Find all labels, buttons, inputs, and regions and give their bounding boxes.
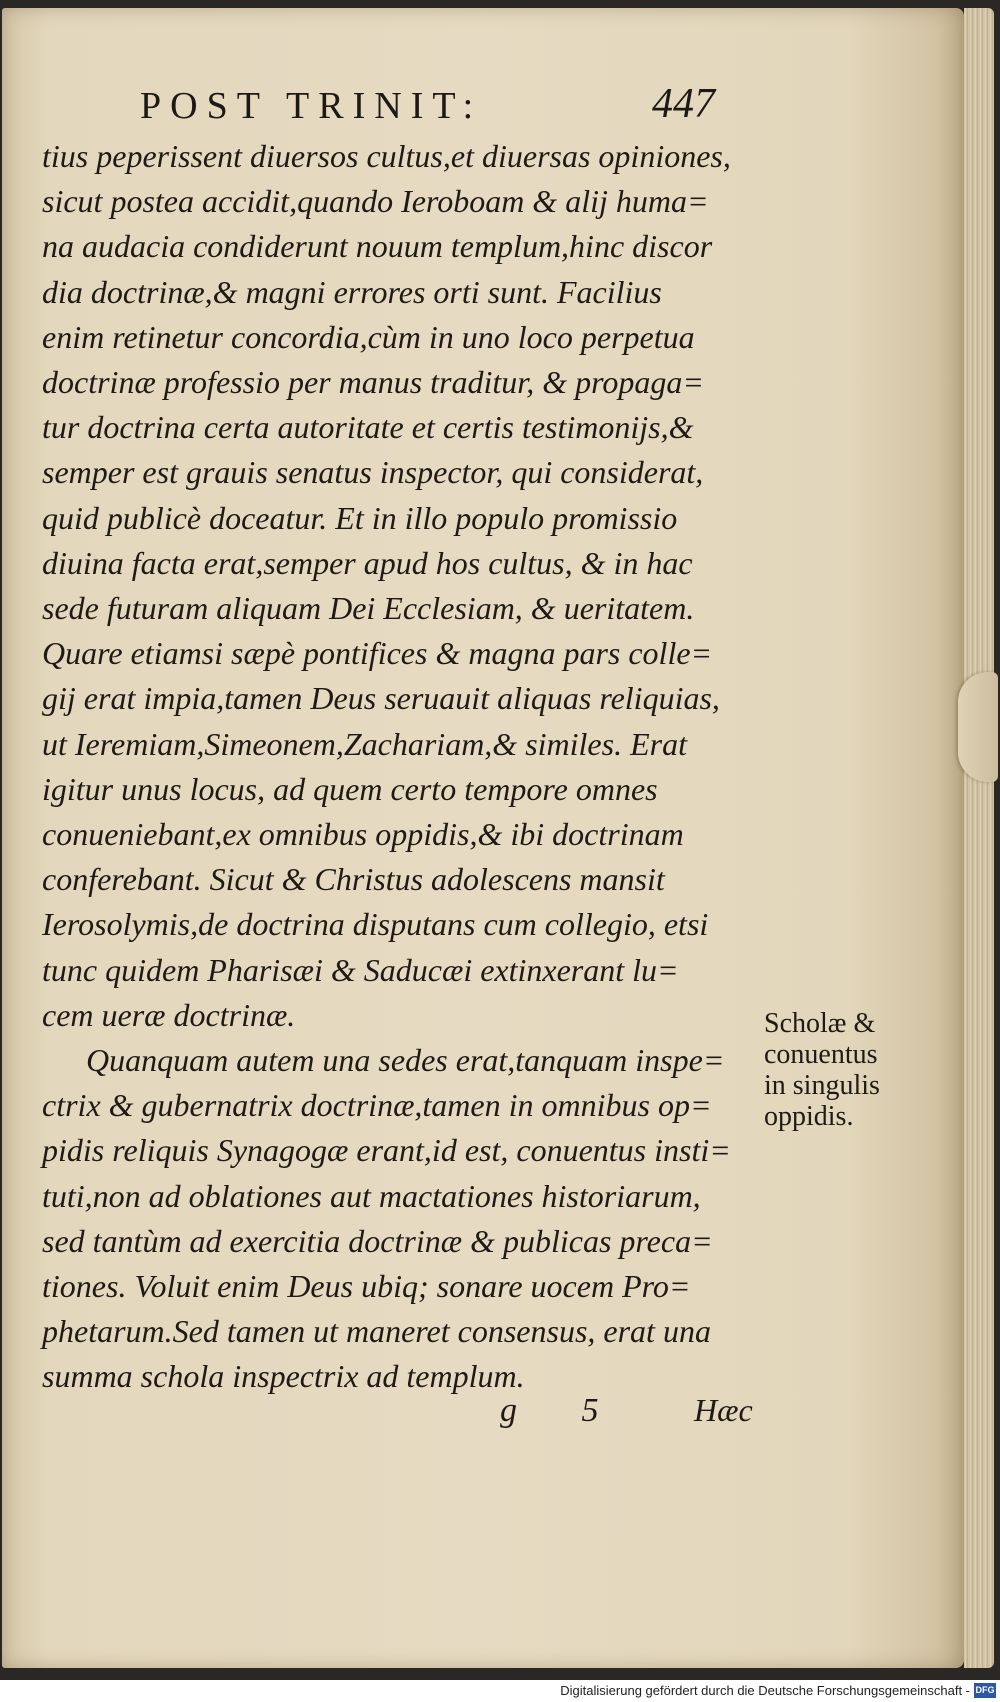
margin-note-line: in singulis — [764, 1070, 880, 1101]
text-line: sicut postea accidit,quando Ieroboam & alij huma= — [42, 183, 709, 219]
text-line: ut Ieremiam,Simeonem,Zachariam,& similes. Erat — [42, 726, 687, 762]
text-line: ctrix & gubernatrix doctrinæ,tamen in omnibus op= — [42, 1087, 712, 1123]
text-line: conferebant. Sicut & Christus adolescens mansit — [42, 861, 665, 897]
text-line: cem ueræ doctrinæ. — [42, 997, 296, 1033]
text-line: Ierosolymis,de doctrina disputans cum collegio, etsi — [42, 906, 709, 942]
text-line: sed tantùm ad exercitia doctrinæ & publicas preca= — [42, 1223, 713, 1259]
text-line: na audacia condiderunt nouum templum,hinc discor — [42, 228, 713, 264]
margin-note-line: oppidis. — [764, 1101, 854, 1132]
text-line: tunc quidem Pharisæi & Saducæi extinxerant lu= — [42, 952, 679, 988]
text-line: pidis reliquis Synagogæ erant,id est, conuentus insti= — [42, 1132, 731, 1168]
text-line: summa schola inspectrix ad templum. — [42, 1358, 525, 1394]
text-line: Quanquam autem una sedes erat,tanquam inspe= — [86, 1042, 725, 1078]
text-line: semper est grauis senatus inspector, qui considerat, — [42, 454, 704, 490]
signature-mark: g 5 — [500, 1392, 627, 1429]
text-line: igitur unus locus, ad quem certo tempore omnes — [42, 771, 658, 807]
footer-credit: Digitalisierung gefördert durch die Deutsche Forschungsgemeinschaft - — [560, 1683, 970, 1698]
text-line: doctrinæ professio per manus traditur, & propaga= — [42, 364, 704, 400]
margin-note-line: Scholæ & — [764, 1008, 876, 1039]
page-edges — [964, 8, 994, 1668]
margin-note-line: conuentus — [764, 1039, 878, 1070]
text-line: sede futuram aliquam Dei Ecclesiam, & ueritatem. — [42, 590, 695, 626]
book-clasp — [958, 672, 998, 782]
text-line: Quare etiamsi sæpè pontifices & magna pars colle= — [42, 635, 713, 671]
text-line: tius peperissent diuersos cultus,et diuersas opiniones, — [42, 138, 731, 174]
running-title: POST TRINIT: — [140, 85, 483, 127]
text-line: tur doctrina certa autoritate et certis testimonijs,& — [42, 409, 694, 445]
dfg-logo: DFG — [974, 1683, 996, 1698]
text-line: phetarum.Sed tamen ut maneret consensus, erat una — [42, 1313, 711, 1349]
text-line: dia doctrinæ,& magni errores orti sunt. Facilius — [42, 274, 662, 310]
text-line: tuti,non ad oblationes aut mactationes historiarum, — [42, 1178, 701, 1214]
text-line: diuina facta erat,semper apud hos cultus, & in hac — [42, 545, 693, 581]
text-line: conueniebant,ex omnibus oppidis,& ibi doctrinam — [42, 816, 684, 852]
catchword: Hæc — [694, 1392, 753, 1428]
text-line: quid publicè doceatur. Et in illo populo promissio — [42, 500, 678, 536]
text-line: gij erat impia,tamen Deus seruauit aliquas reliquias, — [42, 680, 720, 716]
text-line: tiones. Voluit enim Deus ubiq; sonare uocem Pro= — [42, 1268, 691, 1304]
page-number: 447 — [652, 81, 715, 127]
footer-bar — [0, 1680, 1000, 1702]
text-line: enim retinetur concordia,cùm in uno loco perpetua — [42, 319, 695, 355]
